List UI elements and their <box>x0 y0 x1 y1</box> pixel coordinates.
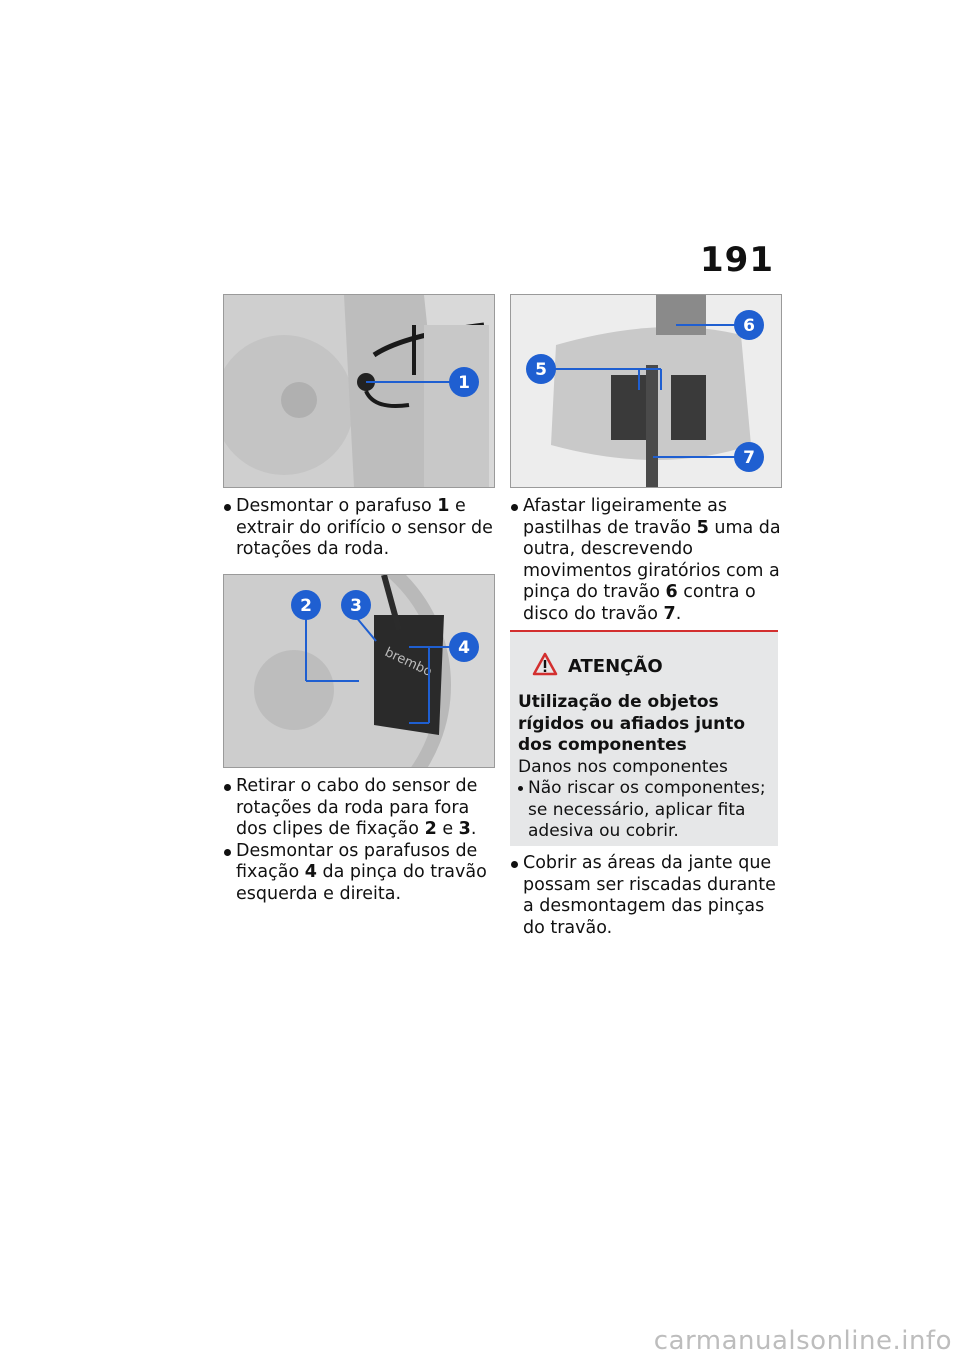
right-instructions-bottom <box>509 853 781 939</box>
svg-text:2: 2 <box>300 596 312 616</box>
list-item: Retirar o cabo do sensor de rotações da roda para fora dos clipes de fixação 2 e 3. <box>222 776 494 841</box>
warning-box <box>510 630 778 846</box>
svg-text:7: 7 <box>743 448 755 468</box>
right-instructions-top <box>509 496 781 625</box>
warning-title: ATENÇÃO <box>568 655 663 677</box>
list-item: Afastar ligeiramente as pastilhas de travão 5 uma da outra, descrevendo movimentos giratórios com a pinça do travão 6 contra o disco do travão 7. <box>509 496 781 625</box>
figure-brake-pads <box>510 294 782 488</box>
svg-text:1: 1 <box>458 373 470 393</box>
page-number: 191 <box>700 240 774 280</box>
list-item: Desmontar o parafuso 1 e extrair do orifício o sensor de rotações da roda. <box>222 496 494 561</box>
warning-subject: Utilização de objetos rígidos ou afiados junto dos componentes <box>518 692 746 755</box>
svg-text:6: 6 <box>743 316 755 336</box>
figure-sensor-bolt <box>223 294 495 488</box>
left-instructions-top <box>222 496 494 561</box>
figure-brake-caliper <box>223 574 495 768</box>
list-item: Cobrir as áreas da jante que possam ser riscadas durante a desmontagem das pinças do travão. <box>509 853 781 939</box>
svg-text:3: 3 <box>350 596 362 616</box>
left-instructions-bottom <box>222 776 494 905</box>
svg-text:4: 4 <box>458 638 470 658</box>
watermark: carmanualsonline.info <box>653 1326 952 1356</box>
svg-text:brembo: brembo <box>382 645 435 680</box>
warning-instruction: Não riscar os componentes; se necessário, aplicar fita adesiva ou cobrir. <box>518 778 770 843</box>
warning-consequence: Danos nos componentes <box>518 756 728 777</box>
list-item: Desmontar os parafusos de fixação 4 da pinça do travão esquerda e direita. <box>222 841 494 906</box>
svg-text:5: 5 <box>535 360 547 380</box>
warning-triangle-icon <box>532 652 558 680</box>
